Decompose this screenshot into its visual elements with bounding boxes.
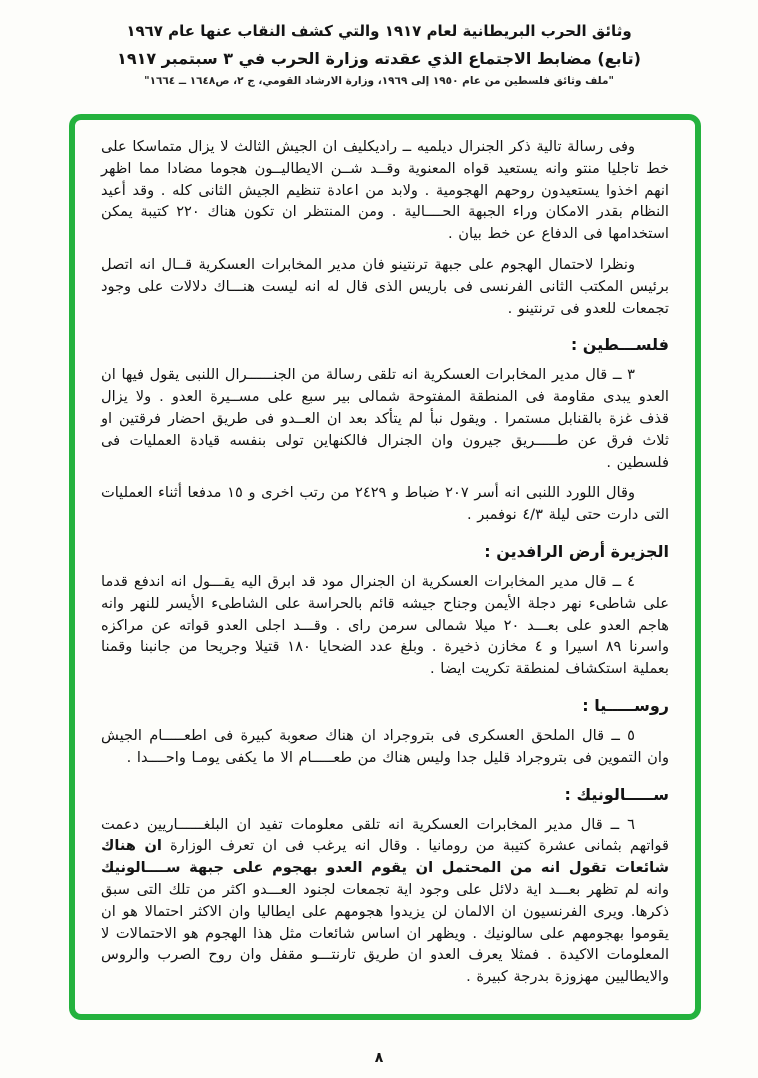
paragraph-salonika-1: [101, 814, 669, 988]
salonika-text-before-bold: ٦ ــ قال مدير المخابرات العسكرية انه تلقى معلومات تفيد ان البلغــــــاريين دعمت قواتهم بثمانى عشرة كتيبة من رومانيا . وقال انه يرغب فى ان تعرف الوزارة: [101, 815, 669, 855]
header-title-line1: وثائق الحرب البريطانية لعام ١٩١٧ والتي كشف النقاب عنها عام ١٩٦٧: [126, 22, 632, 40]
section-heading-russia: روســـــيا :: [582, 695, 669, 715]
section-heading-salonika: ســـــالونيك :: [564, 784, 669, 804]
salonika-text-after-bold: وانه لم تظهر بعـــد اية دلائل على وجود اية تجمعات لجنود العـــدو اكثر من تلك التى سبق ذكرها. ويرى الفرنسيون ان الالمان لن يزيدوا هجومهم على ايطاليا وان الاكثر احتمالا هو ان يقوموا بهجومهم على سالونيك . ويظهر ان اساس شائعات مثل هذا الهجوم هو الاحتمالات لا المعلومات الاكيدة . فمثلا يعرف العدو ان طريق تارنتـــو مقفل وان روح الصرب والروس والايطاليين مهزوزة بدرجة كبيرة .: [101, 880, 669, 986]
paragraph-mesopotamia-1: ٤ ــ قال مدير المخابرات العسكرية ان الجنرال مود قد ابرق اليه يقـــول انه اندفع قدما على شاطىء نهر دجلة الأيمن وجناح جيشه قائم بالحراسة على الشاطىء الأيسر للنهر وانه هاجم العدو على بعـــد ٢٠ ميلا شمالى سرمن راى . وقـــد اجلى العدو قواته عن مراكزه واسرنا ٨٩ اسيرا و ٤ مخازن ذخيرة . وبلغ عدد الضحايا ١٨٠ قتيلا وجريحا من جانبنا وقمنا بعملية استكشاف لمنطقة تكريت ايضا .: [101, 572, 670, 678]
header-title-line2: (تابع) مضابط الاجتماع الذي عقدته وزارة الحرب في ٣ سبتمبر ١٩١٧: [117, 49, 641, 68]
paragraph-russia-1: ٥ ــ قال الملحق العسكرى فى بتروجراد ان هناك صعوبة كبيرة فى اطعـــــام الجيش وان التموين فى بتروجراد قليل جدا وليس هناك من طعـــــام الا ما يكفى يومـا واحــــدا .: [101, 726, 669, 766]
paragraph-italian-front-2: ونظرا لاحتمال الهجوم على جبهة ترنتينو فان مدير المخابرات العسكرية قــال انه اتصل برئيس المكتب الثانى الفرنسى فى باريس الذى قال له انه ليست هنـــاك دلالات على وجود تجمعات للعدو فى ترنتينو .: [101, 255, 669, 317]
paragraph-palestine-1: ٣ ــ قال مدير المخابرات العسكرية انه تلقى رسالة من الجنــــــرال اللنبى يقول فيها ان العدو يبدى مقاومة فى المنطقة المفتوحة شمالى بير سبع على مســيرة العدو . ولا يزال قذف غزة بالقنابل مستمرا . ويقول نبأ لم يتأكد بعد ان العــدو فى طريق احضار فرقتين او ثلاث فرق عن طـــــريق جيرون وان الجنرال فالكنهاين تولى بنفسه قيادة العمليات فى فلسطين .: [101, 366, 669, 471]
section-heading-palestine: فلســـطين :: [570, 335, 669, 355]
salonika-bold-rumor-phrase: ان هناك شائعات تقول انه من المحتمل ان يقوم العدو بهجوم على جبهة ســــالونيك: [101, 837, 669, 877]
document-header: [0, 0, 758, 87]
section-heading-mesopotamia: الجزيرة أرض الرافدين :: [484, 541, 669, 561]
content-border-box: [69, 114, 701, 1020]
header-source-note: "ملف وثائق فلسطين من عام ١٩٥٠ إلى ١٩٦٩، وزارة الارشاد القومي، ج ٢، ص١٦٤٨ ــ ١٦٦٤": [144, 75, 614, 87]
paragraph-italian-front-1: وفى رسالة تالية ذكر الجنرال ديلميه ــ راديكليف ان الجيش الثالث لا يزال متماسكا على خط تاجليا منتو وانه يستعيد قواه المعنوية وقــد شــن الايطاليــون هجوما مضادا مما اظهر انهم اخذوا يستعيدون روحهم الهجومية . ولابد من اعادة تنظيم الجيش الثانى كله . وقد أعيد النظام بقدر الامكان وراء الجبهة الحــــالية . ومن المنتظر ان تكون هناك ٢٢٠ كتيبة يمكن استخدامها فى الدفاع عن خط بيان .: [101, 138, 669, 243]
page-number: ٨: [374, 1050, 384, 1066]
paragraph-palestine-2: وقال اللورد اللنبى انه أسر ٢٠٧ ضباط و ٢٤٢٩ من رتب اخرى و ١٥ مدفعا أثناء العمليات التى دارت حتى ليلة ٤/٣ نوفمبر .: [101, 484, 669, 524]
